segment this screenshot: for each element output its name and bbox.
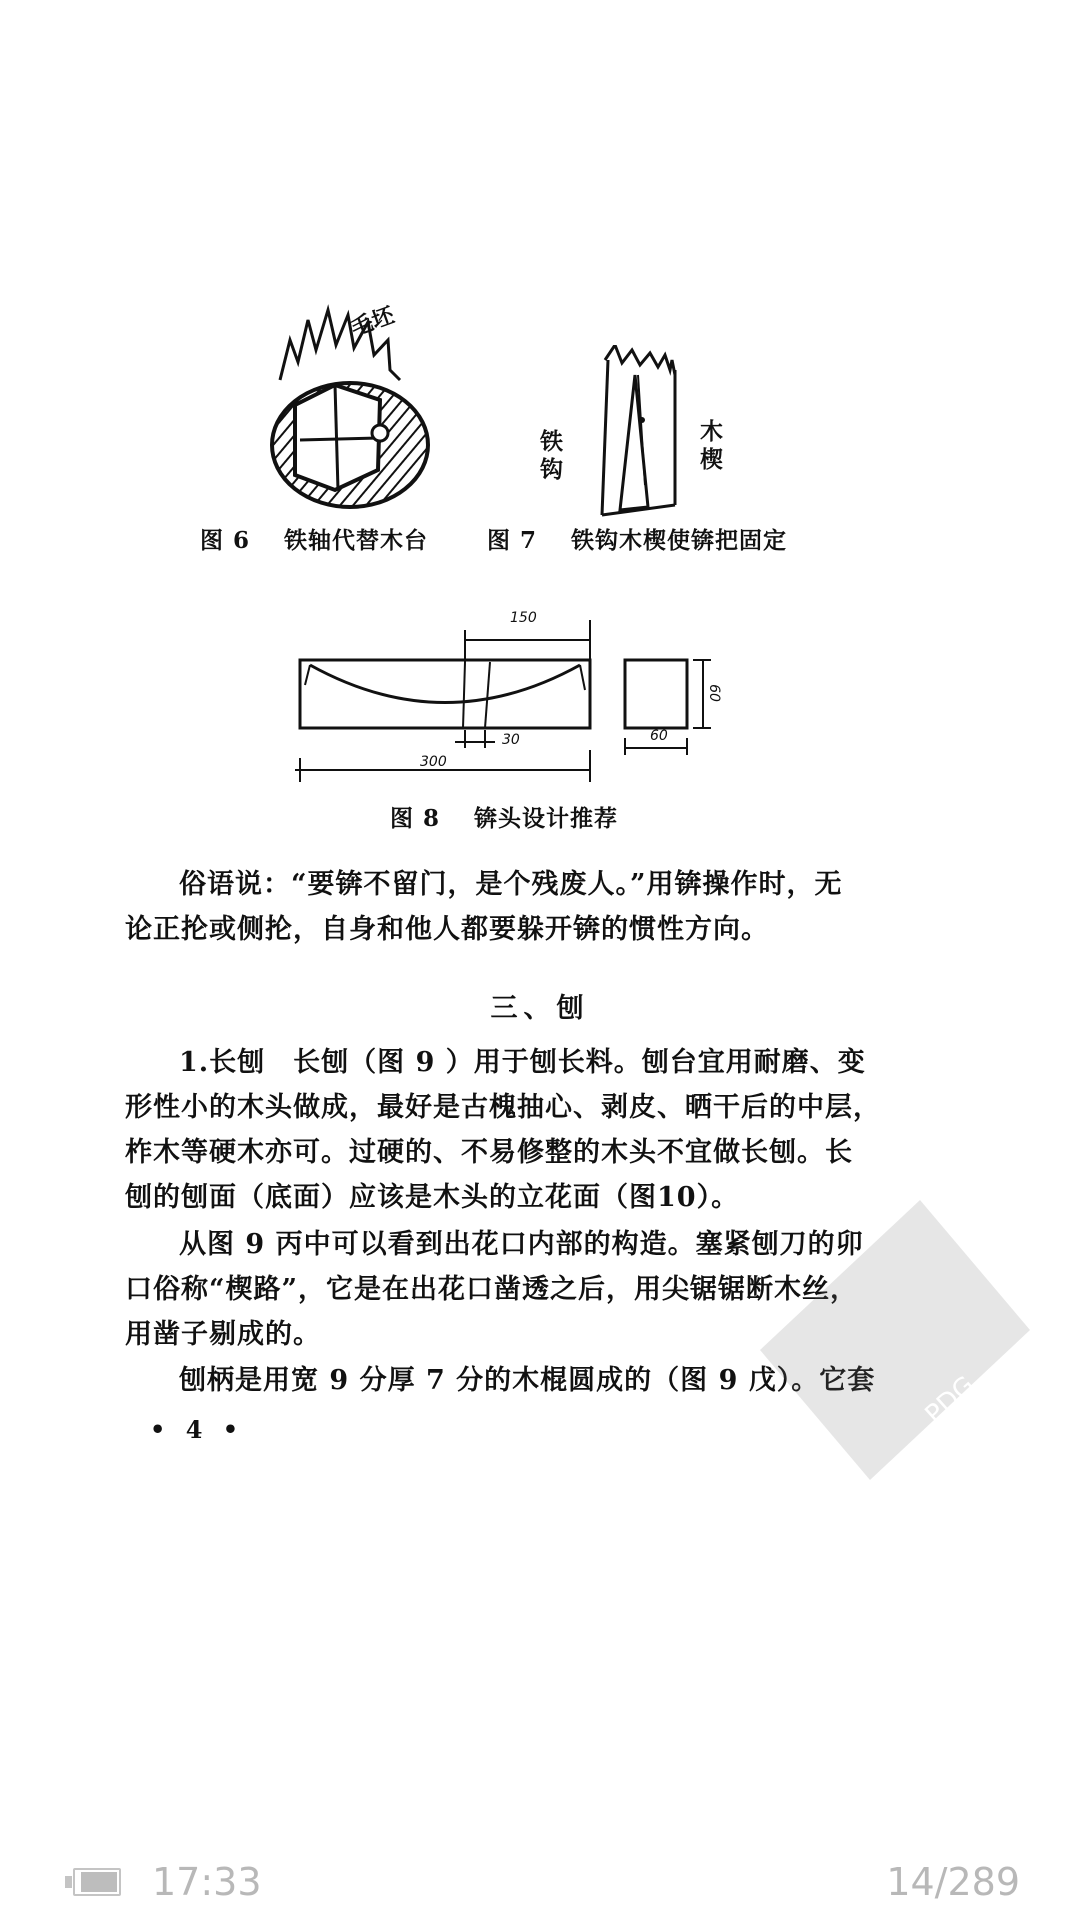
section-title: 三、刨	[490, 993, 590, 1024]
figure-7-caption: 图 7 铁钩木楔使锛把固定	[487, 527, 788, 554]
text-line: 刨柄是用宽 9 分厚 7 分的木棍圆成的（图 9 戊）。它套	[179, 1365, 876, 1396]
page-number: • 4 •	[150, 1415, 245, 1444]
page-counter: 14/289	[886, 1860, 1020, 1904]
figure-7-illustration	[590, 345, 710, 520]
figure-7-label-right: 木楔	[700, 418, 723, 473]
text-line: 口俗称“楔路”，它是在出花口凿透之后，用尖锯锯断木丝，	[125, 1274, 859, 1305]
watermark-text: PDG	[919, 1370, 982, 1431]
figure-6-label: 毛坯	[347, 302, 398, 342]
figure-8-illustration	[285, 600, 725, 790]
text-line: 从图 9 丙中可以看到出花口内部的构造。塞紧刨刀的卯	[179, 1229, 864, 1260]
watermark-seal	[720, 1180, 1040, 1500]
text-line: 刨的刨面（底面）应该是木头的立花面（图10）。	[125, 1182, 740, 1213]
figure-6-illustration	[250, 300, 430, 520]
text-line: 形性小的木头做成，最好是古槐抽心、剥皮、晒干后的中层，	[125, 1092, 881, 1123]
text-line: 用凿子剔成的。	[125, 1319, 321, 1350]
text-line: 俗语说：“要锛不留门，是个残废人。”用锛操作时，无	[179, 869, 843, 900]
figure-7-label-left: 铁钩	[540, 428, 563, 483]
fig8-dim-bottom: 300	[420, 754, 447, 770]
text-line: 1.长刨 长刨（图 9 ）用于刨长料。刨台宜用耐磨、变	[179, 1047, 866, 1078]
fig8-dim-top: 150	[510, 610, 537, 626]
figure-6-caption: 图 6 铁轴代替木台	[200, 527, 429, 554]
status-bar	[0, 1850, 1080, 1920]
figure-8-caption: 图 8 锛头设计推荐	[390, 805, 619, 832]
status-time: 17:33	[152, 1860, 262, 1904]
fig8-dim-width: 60	[650, 728, 668, 744]
text-line: 论正抡或侧抡，自身和他人都要躲开锛的惯性方向。	[125, 914, 769, 945]
text-line: 柞木等硬木亦可。过硬的、不易修整的木头不宜做长刨。长	[125, 1137, 853, 1168]
battery-icon	[65, 1868, 125, 1898]
paragraph-1	[125, 862, 850, 952]
fig8-dim-small: 30	[502, 732, 520, 748]
fig8-dim-height: 60	[705, 684, 722, 702]
